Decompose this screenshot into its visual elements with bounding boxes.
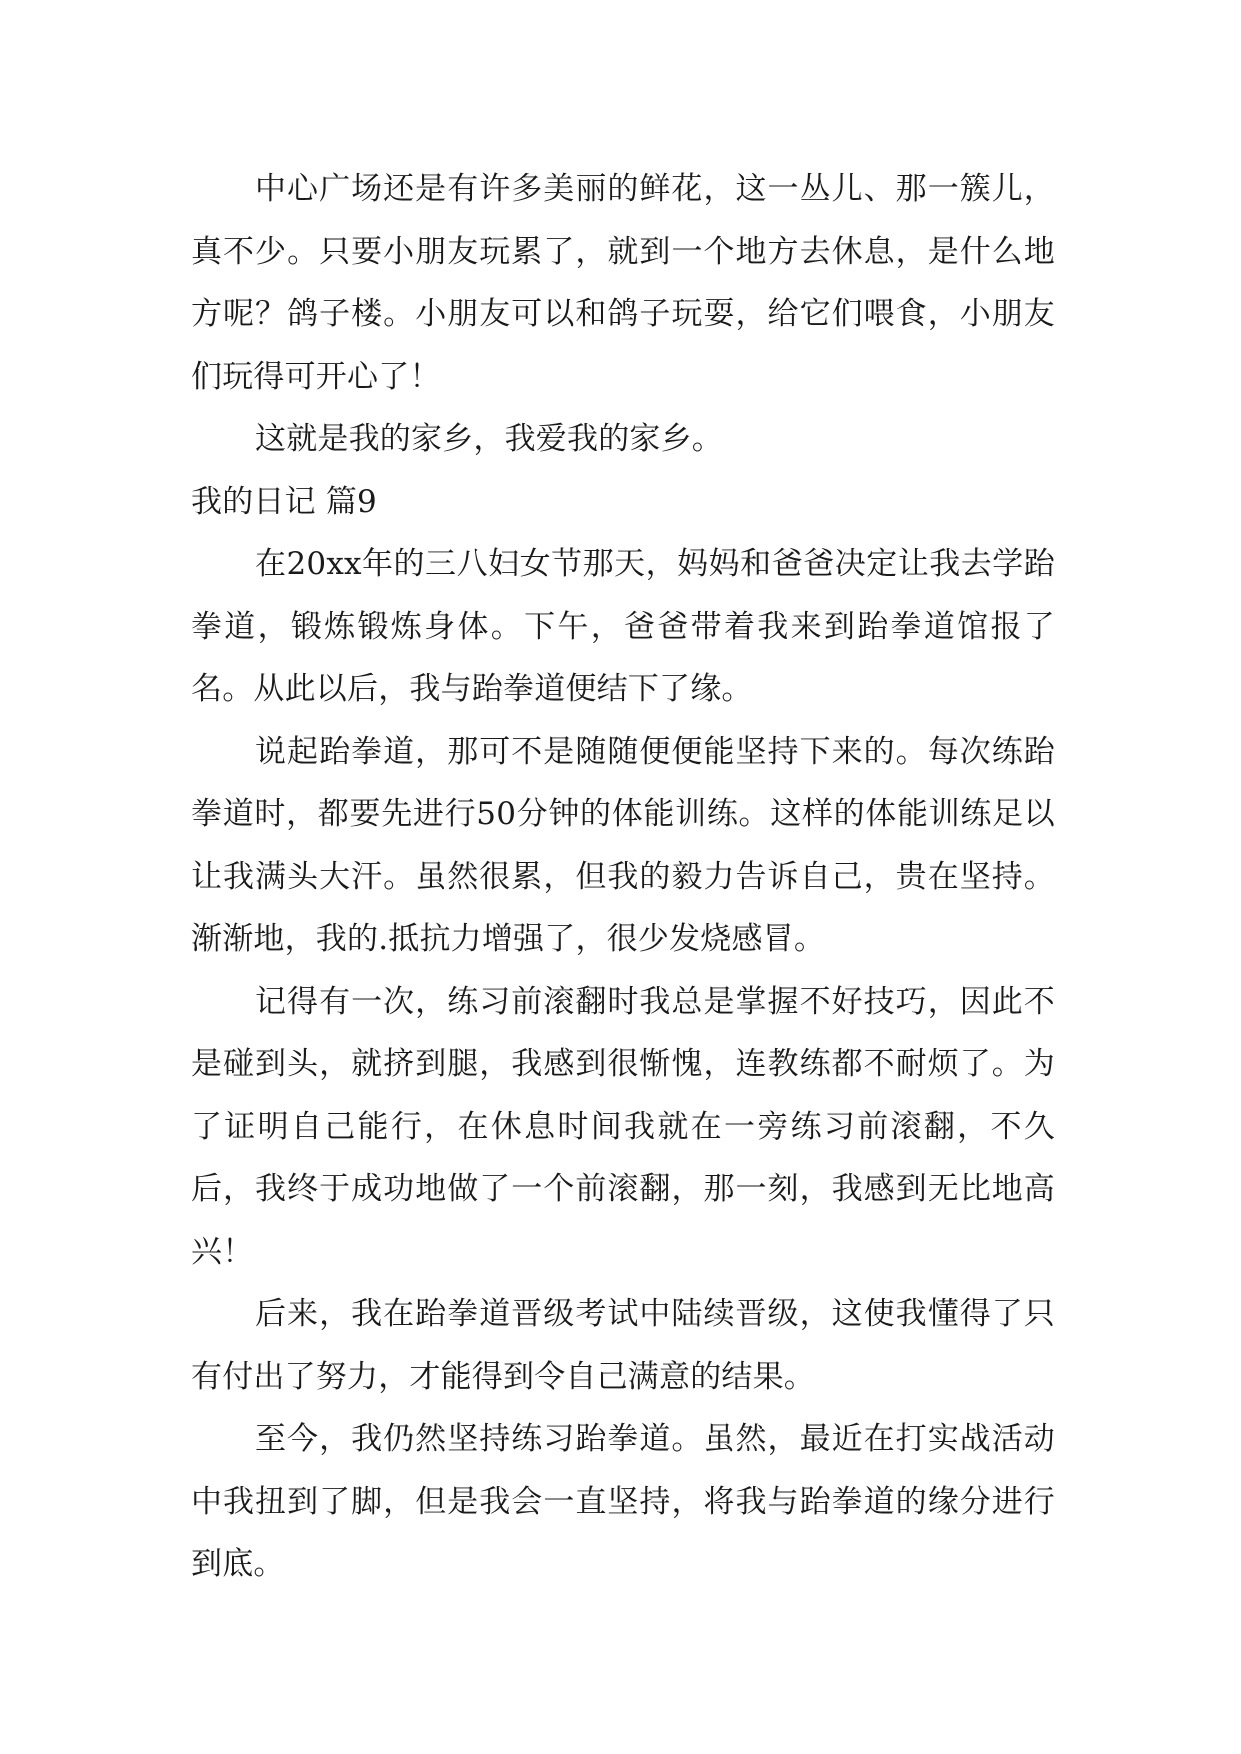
paragraph-start-taekwondo: 在20xx年的三八妇女节那天，妈妈和爸爸决定让我去学跆拳道，锻炼锻炼身体。下午，爸爸带着我来到跆拳道馆报了名。从此以后，我与跆拳道便结下了缘。 xyxy=(191,546,1055,707)
paragraph-persist: 至今，我仍然坚持练习跆拳道。虽然，最近在打实战活动中我扭到了脚，但是我会一直坚持，将我与跆拳道的缘分进行到底。 xyxy=(191,1421,1055,1582)
paragraph-promotion: 后来，我在跆拳道晋级考试中陆续晋级，这使我懂得了只有付出了努力，才能得到令自己满意的结果。 xyxy=(191,1296,1055,1395)
paragraph-central-square: 中心广场还是有许多美丽的鲜花，这一丛儿、那一簇儿，真不少。只要小朋友玩累了，就到一个地方去休息，是什么地方呢？鸽子楼。小朋友可以和鸽子玩耍，给它们喂食，小朋友们玩得可开心了！ xyxy=(191,171,1055,395)
document-body xyxy=(191,158,1055,1596)
section-heading: 我的日记 篇9 xyxy=(191,483,377,520)
paragraph-forward-roll: 记得有一次，练习前滚翻时我总是掌握不好技巧，因此不是碰到头，就挤到腿，我感到很惭愧，连教练都不耐烦了。为了证明自己能行，在休息时间我就在一旁练习前滚翻，不久后，我终于成功地做了一个前滚翻，那一刻，我感到无比地高兴！ xyxy=(191,983,1055,1270)
paragraph-love-hometown: 这就是我的家乡，我爱我的家乡。 xyxy=(255,421,723,457)
paragraph-physical-training: 说起跆拳道，那可不是随随便便能坚持下来的。每次练跆拳道时，都要先进行50分钟的体能训练。这样的体能训练足以让我满头大汗。虽然很累，但我的毅力告诉自己，贵在坚持。渐渐地，我的.抵抗力增强了，很少发烧感冒。 xyxy=(191,733,1055,957)
